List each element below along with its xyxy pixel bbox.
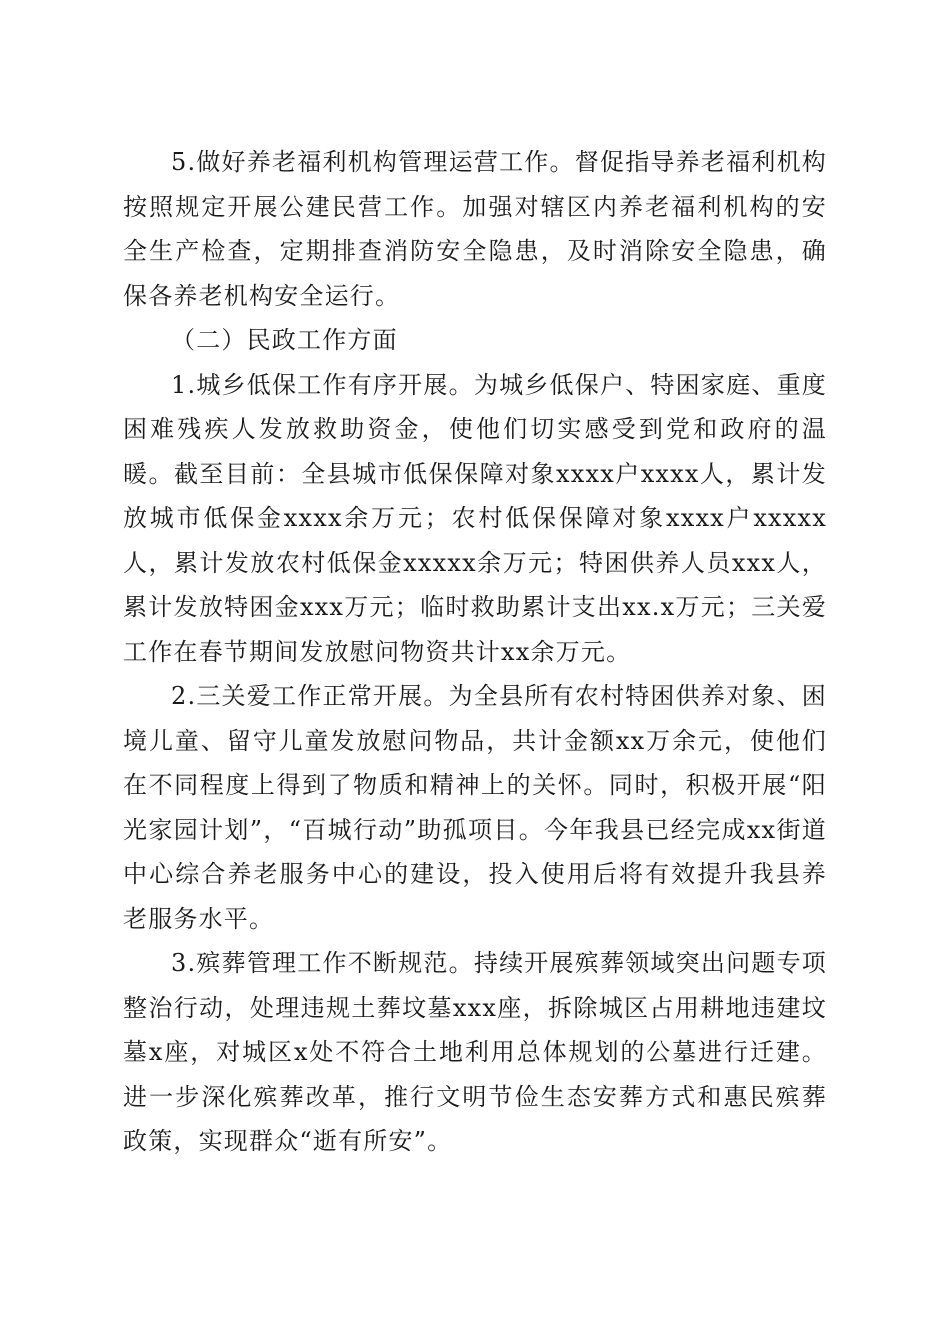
paragraph-three-cares: 2.三关爱工作正常开展。为全县所有农村特困供养对象、困境儿童、留守儿童发放慰问物品，共计金额xx万余元，使他们在不同程度上得到了物质和精神上的关怀。同时，积极开展“阳光家园计划”，“百城行动”助孤项目。今年我县已经完成xx街道中心综合养老服务中心的建设，投入使用后将有效提升我县养老服务水平。 [123,682,827,933]
paragraph-minimum-living-allowance: 1.城乡低保工作有序开展。为城乡低保户、特困家庭、重度困难残疾人发放救助资金，使他们切实感受到党和政府的温暖。截至目前：全县城市低保保障对象xxxx户xxxx人，累计发放城市低保金xxxx余万元；农村低保保障对象xxxx户xxxxx人，累计发放农村低保金xxxxx余万元；特困供养人员xxx人，累计发放特困金xxx万元；临时救助累计支出xx.x万元；三关爱工作在春节期间发放慰问物资共计xx余万元。 [123,370,827,666]
paragraph-funeral-management: 3.殡葬管理工作不断规范。持续开展殡葬领域突出问题专项整治行动，处理违规土葬坟墓xxx座，拆除城区占用耕地违建坟墓x座，对城区x处不符合土地利用总体规划的公墓进行迁建。进一步深化殡葬改革，推行文明节俭生态安葬方式和惠民殡葬政策，实现群众“逝有所安”。 [123,949,827,1155]
document-body [123,140,827,1164]
paragraph-elderly-welfare: 5.做好养老福利机构管理运营工作。督促指导养老福利机构按照规定开展公建民营工作。加强对辖区内养老福利机构的安全生产检查，定期排查消防安全隐患，及时消除安全隐患，确保各养老机构安全运行。 [123,148,827,310]
section-heading-civil-affairs: （二）民政工作方面 [171,326,398,354]
